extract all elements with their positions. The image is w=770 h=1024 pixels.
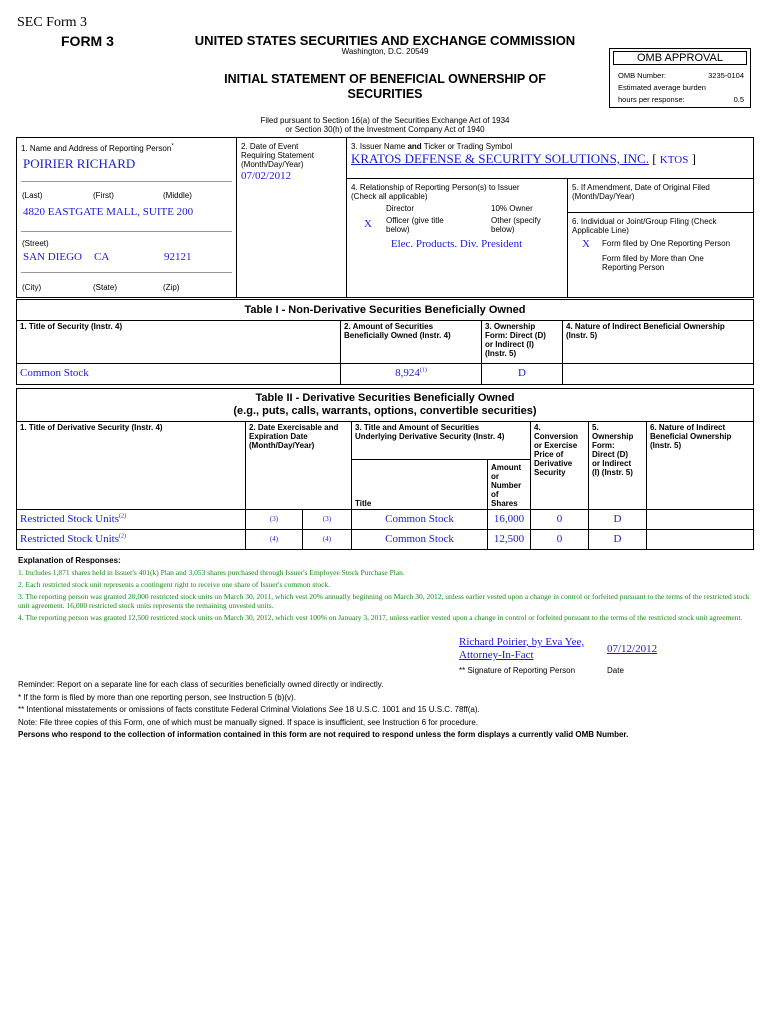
t1-amount-value: 8,924 [395,367,420,379]
t2sa-l2: or [491,472,499,481]
t2c2-l1: 2. Date Exercisable and [249,423,339,432]
issuer-label-and: and [407,142,422,151]
t2c6-l1: 6. Nature of Indirect [650,423,726,432]
amendment-label-1: 5. If Amendment, Date of Original Filed [572,183,710,192]
t2c4-l6: Security [534,468,566,477]
form-title [190,72,580,102]
t2c4-l2: Conversion [534,432,579,441]
last-label: (Last) [22,191,43,200]
ticker-symbol: KTOS [659,154,689,166]
event-label-1: 2. Date of Event [241,142,299,151]
label-star: * [171,143,174,150]
issuer-name-line [351,151,696,167]
t2-r1-security-text: Restricted Stock Units [20,513,119,525]
t2-r2-security [17,530,246,550]
other-label-1: Other (specify [491,216,541,225]
t1c4-l1: 4. Nature of Indirect Beneficial Ownership [566,322,725,331]
ticker-bracket-open: [ [652,151,657,166]
star1-see: see [213,692,227,702]
t2-r2-title: Common Stock [352,530,488,550]
t1-ownership: D [482,364,563,385]
filed-line2: or Section 30(h) of the Investment Company Act of 1940 [285,125,485,134]
officer-label-2: below) [386,225,410,234]
state-label: (State) [93,283,118,292]
street-address: 4820 EASTGATE MALL, SUITE 200 [23,206,194,218]
relationship-label-2: (Check all applicable) [351,192,428,201]
t1c2-l1: 2. Amount of Securities [344,322,434,331]
t2-r2-exercisable: (4) [246,530,303,550]
t1c4-l2: (Instr. 5) [566,331,598,340]
star1-pre: * If the form is filed by more than one reporting person, [18,692,214,702]
city-value: SAN DIEGO [23,251,82,263]
t1-nature [563,364,754,385]
t2c5-l4: Direct (D) [592,450,629,459]
t2-r2-amount: 12,500 [488,530,531,550]
zip-label: (Zip) [163,283,180,292]
street-label: (Street) [22,239,49,248]
t2-col4-header [531,422,589,510]
signature-link-2[interactable]: Attorney-In-Fact [459,649,534,661]
issuer-name-link[interactable]: KRATOS DEFENSE & SECURITY SOLUTIONS, INC. [351,151,649,166]
star2-see: See [328,705,343,714]
table2-title-1: Table II - Derivative Securities Beneficially Owned [255,392,515,404]
t2-r1-exercisable: (3) [246,510,303,530]
t2c6-l3: (Instr. 5) [650,441,682,450]
star2-text [18,704,754,717]
form-title-line1: INITIAL STATEMENT OF BENEFICIAL OWNERSHIP OF [224,72,546,86]
signature-link-1[interactable]: Richard Poirier, by Eva Yee, [459,636,585,648]
t2-r2-security-text: Restricted Stock Units [20,533,119,545]
relationship-label [351,183,520,201]
star1-post: Instruction 5 (b)(v). [226,692,296,702]
t2c3-l1: 3. Title and Amount of Securities [355,423,480,432]
t1-security: Common Stock [17,364,341,385]
omb-burden-label: Estimated average burden [618,83,706,92]
ten-percent-owner-label: 10% Owner [491,204,533,213]
t1c3-l4: (Instr. 5) [485,349,517,358]
omb-hours-value: 0.5 [733,95,744,104]
agency-title: UNITED STATES SECURITIES AND EXCHANGE COMMISSION [194,33,576,48]
signature-name [459,636,584,662]
issuer-label-post: Ticker or Trading Symbol [421,142,513,151]
reminder-text: Reminder: Report on a separate line for each class of securities beneficially owned directly or indirectly. [18,680,384,689]
table-row [17,364,754,385]
t2c2-l3: (Month/Day/Year) [249,441,315,450]
note-2: 2. Each restricted stock unit represents a contingent right to receive one share of Issuer's common stock. [18,580,331,589]
t2c5-l2: Ownership [592,432,634,441]
filing-label [572,217,717,235]
officer-label-1: Officer (give title [386,216,444,225]
issuer-label-pre: 3. Issuer Name [351,142,408,151]
t2sa-l3: Number [491,481,522,490]
table1-title: Table I - Non-Derivative Securities Beneficially Owned [17,300,754,321]
officer-checkmark[interactable]: X [364,218,372,230]
t2-r1-nature [647,510,754,530]
note-4: 4. The reporting person was granted 12,500 restricted stock units on March 30, 2012, which vest 100% on January 3, 2017, unless earlier vested upon a change in control or forfeited pursuant to the terms of the restricted stock unit agreement. [18,613,743,622]
one-person-label: Form filed by One Reporting Person [602,239,731,248]
t2c3-l2: Underlying Derivative Security (Instr. 4) [355,432,505,441]
issuer-label [351,142,512,151]
table-row [17,510,754,530]
t2-r2-ownership: D [589,530,647,550]
event-date-value: 07/02/2012 [241,170,292,182]
t1-amount [341,364,482,385]
persons-text: Persons who respond to the collection of information contained in this form are not required to respond unless the form displays a currently valid OMB Number. [18,730,629,739]
t2-r1-amount: 16,000 [488,510,531,530]
table-row [17,530,754,550]
footer [18,679,754,742]
more-persons-label [602,254,704,272]
reporting-person-label-text: 1. Name and Address of Reporting Person [21,144,172,153]
t2-r2-nature [647,530,754,550]
t2c4-l1: 4. [534,423,541,432]
form-name: FORM 3 [61,33,114,49]
other-label-2: below) [491,225,515,234]
omb-number-value: 3235-0104 [708,71,744,80]
t2c4-l3: or Exercise [534,441,578,450]
star1-text [18,692,754,705]
filed-line1: Filed pursuant to Section 16(a) of the Securities Exchange Act of 1934 [260,116,510,125]
explanation-title: Explanation of Responses: [18,556,121,565]
relationship-label-1: 4. Relationship of Reporting Person(s) to Issuer [351,183,520,192]
filing-label-2: Applicable Line) [572,226,629,235]
filing-label-1: 6. Individual or Joint/Group Filing (Check [572,217,717,226]
more-persons-1: Form filed by More than One [602,254,704,263]
signature-date-link[interactable]: 07/12/2012 [607,643,658,655]
state-value: CA [94,251,110,263]
table2-title-2: (e.g., puts, calls, warrants, options, convertible securities) [233,405,537,417]
more-persons-2: Reporting Person [602,263,665,272]
table1-col1-header: 1. Title of Security (Instr. 4) [17,321,341,364]
table1-col2-header [341,321,482,364]
t2c5-l5: or Indirect [592,459,632,468]
t2sa-l4: of [491,490,499,499]
note-3: 3. The reporting person was granted 20,000 restricted stock units on March 30, 2011, which vest 20% annually beginning on March 30, 2012, unless earlier vested upon a change in control or forfeited pursuant to the terms of the restricted stock unit agreement. 16,000 restricted stock units represents the remaining unvested units. [18,592,750,610]
t1c3-l3: or Indirect (I) [485,340,534,349]
t2-r1-expiration: (3) [303,510,352,530]
t2c4-l5: Derivative [534,459,573,468]
t2c4-l4: Price of [534,450,564,459]
reporting-person-name-link[interactable]: POIRIER RICHARD [23,156,136,171]
omb-approval-box [609,48,751,108]
t2-r2-security-note: (2) [119,533,126,540]
event-label-3: (Month/Day/Year) [241,160,304,169]
signature-label: ** Signature of Reporting Person [459,666,576,675]
t2-sub-amount [488,460,531,510]
note-text: Note: File three copies of this Form, one of which must be manually signed. If space is insufficient, see Instruction 6 for procedure. [18,717,479,727]
t2c5-l1: 5. [592,423,599,432]
zip-value: 92121 [164,251,192,263]
first-label: (First) [93,191,114,200]
amendment-label [572,183,710,201]
t2c6-l2: Beneficial Ownership [650,432,732,441]
t2sa-l5: Shares [491,499,518,508]
omb-number-label: OMB Number: [618,71,666,80]
table2-title [17,389,754,422]
omb-title: OMB APPROVAL [613,51,747,65]
t2-col2-header [246,422,352,510]
t2-r2-expiration: (4) [303,530,352,550]
filed-pursuant [170,116,600,134]
t2-sub-title: Title [352,460,488,510]
t2-r1-title: Common Stock [352,510,488,530]
t2-col5-header [589,422,647,510]
amendment-label-2: (Month/Day/Year) [572,192,635,201]
t2-col3-header [352,422,531,460]
sec-form-label: SEC Form 3 [17,15,88,30]
t1c3-l1: 3. Ownership [485,322,536,331]
t2-r1-ownership: D [589,510,647,530]
explanation-notes [18,568,754,622]
t2-r2-price: 0 [531,530,589,550]
t1c2-l2: Beneficially Owned (Instr. 4) [344,331,451,340]
agency-location: Washington, D.C. 20549 [341,47,429,56]
middle-label: (Middle) [163,191,192,200]
reporting-person-label [21,144,174,153]
ticker-bracket-close: ] [691,151,696,166]
t1c3-l2: Form: Direct (D) [485,331,546,340]
event-label-2: Requiring Statement [241,151,314,160]
form-title-line2: SECURITIES [347,87,423,101]
table-non-derivative [16,299,754,385]
table1-col4-header [563,321,754,364]
city-label: (City) [22,283,42,292]
t2c5-l3: Form: [592,441,615,450]
t2c2-l2: Expiration Date [249,432,308,441]
officer-title: Elec. Products. Div. President [390,238,523,250]
note-1: 1. Includes 1,871 shares held in Issuer's 401(k) Plan and 3,053 shares purchased through Issuer's Employee Stock Purchase Plan. [18,568,405,577]
t2sa-l1: Amount [491,463,522,472]
one-person-checkmark[interactable]: X [582,238,590,250]
table1-col3-header [482,321,563,364]
director-label: Director [386,204,415,213]
event-date-label [241,142,314,169]
signature-date [607,643,657,655]
t1-amount-note: (1) [419,367,427,374]
t2-col6-header [647,422,754,510]
t2-r1-security-note: (2) [119,513,126,520]
star2-post: 18 U.S.C. 1001 and 15 U.S.C. 78ff(a). [342,705,480,714]
star2-pre: ** Intentional misstatements or omissions of facts constitute Federal Criminal Violations [18,705,329,714]
officer-label [386,216,444,234]
t2-r1-security [17,510,246,530]
other-label [491,216,541,234]
omb-hours-label: hours per response: [618,95,685,104]
t2-col1-header: 1. Title of Derivative Security (Instr. 4) [17,422,246,510]
t2c5-l6: (I) (Instr. 5) [592,468,633,477]
t2-r1-price: 0 [531,510,589,530]
date-label: Date [607,666,624,675]
table-derivative [16,388,754,550]
